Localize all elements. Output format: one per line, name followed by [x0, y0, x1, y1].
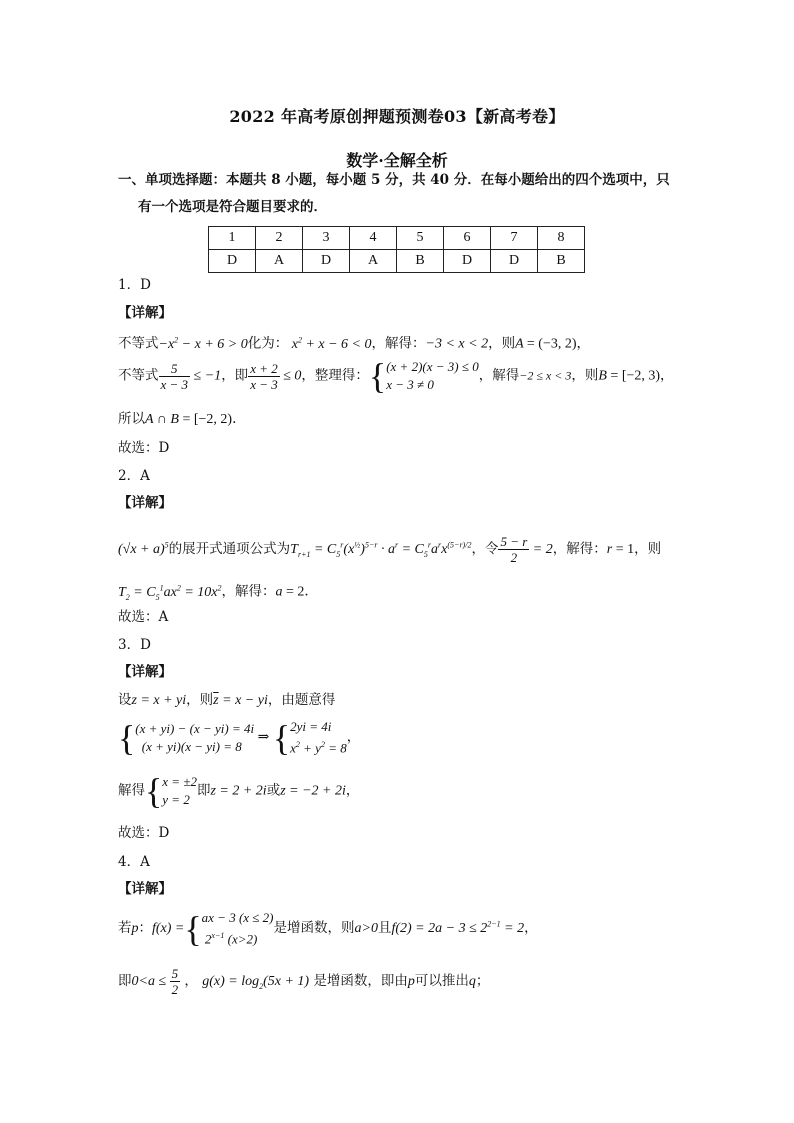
answer-cell: A — [256, 250, 303, 273]
q4-answer: 4．A — [118, 854, 150, 870]
answer-cell: B — [397, 250, 444, 273]
section-heading-cont: 有一个选项是符合题目要求的． — [138, 199, 327, 215]
q1-line3: 所以A ∩ B = [−2, 2). — [118, 411, 237, 427]
q3-system: {(x + yi) − (x − yi) = 4i (x + yi)(x − yi) = 8 ⇒ {2yi = 4i $x^2 + y^2 = 8$， — [118, 717, 361, 758]
answer-number: 8 — [538, 227, 585, 250]
q3-choice: 故选：D — [118, 825, 170, 841]
q3-line3: 解得{x = ±2 y = 2即z = 2 + 2i或z = −2 + 2i， — [118, 771, 360, 811]
answer-cell: A — [350, 250, 397, 273]
answer-table-answer-row — [209, 250, 585, 273]
q4-line2: 即0<a ≤ $\frac{5}{2}$ ， $g(x) = \log_2(5x + 1)$ 是增函数，即由p可以推出q； — [118, 966, 490, 997]
q3-detail-label: 【详解】 — [118, 664, 172, 680]
answer-cell: D — [303, 250, 350, 273]
answer-table — [208, 226, 585, 273]
answer-cell: D — [491, 250, 538, 273]
answer-table-number-row — [209, 227, 585, 250]
q1-answer: 1．D — [118, 277, 151, 293]
answer-cell: D — [444, 250, 491, 273]
answer-number: 7 — [491, 227, 538, 250]
answer-number: 1 — [209, 227, 256, 250]
q2-detail-label: 【详解】 — [118, 495, 172, 511]
answer-cell: B — [538, 250, 585, 273]
answer-number: 6 — [444, 227, 491, 250]
q2-choice: 故选：A — [118, 609, 169, 625]
q3-line1: 设z = x + yi，则$\overline{z} = x$ − yi，由题意得 — [118, 692, 336, 708]
q1-detail-label: 【详解】 — [118, 305, 172, 321]
q1-line2: 不等式 $\frac{5}{x - 3}$ ≤ −1，即 $\frac{x + 2}{x - 3}$ ≤ 0，整理得：{(x + 2)(x − 3) ≤ 0 x − 3 ≠ 0，解得−2 ≤ x < 3，则B = [−2, 3)， — [118, 356, 674, 396]
section-heading: 一、单项选择题：本题共 8 小题，每小题 5 分，共 40 分．在每小题给出的四个选项中，只 — [118, 172, 670, 188]
doc-title: 2022 年高考原创押题预测卷03【新高考卷】 — [229, 107, 565, 126]
q1-choice: 故选：D — [118, 440, 170, 456]
q2-answer: 2．A — [118, 468, 150, 484]
q2-line1: $(√x + a)^5$的展开式通项公式为$T_{r+1} = C_5^r(x^{\frac{1}{2}})^{5-r} \cdot a^r = C_5^ra^rx^{(5-r)/2}$，令 $\frac{5 - r}{2}$ = 2，解得：r = 1，则 — [118, 534, 662, 565]
answer-number: 4 — [350, 227, 397, 250]
answer-number: 3 — [303, 227, 350, 250]
q1-line1: 不等式$-x^2 - x + 6 > 0$化为： $x^2 + x - 6 < 0$，解得：−3 < x < 2，则A = (−3, 2)， — [118, 335, 591, 352]
doc-subtitle: 数学·全解全析 — [346, 151, 448, 170]
answer-number: 2 — [256, 227, 303, 250]
q3-answer: 3．D — [118, 637, 151, 653]
answer-number: 5 — [397, 227, 444, 250]
q4-detail-label: 【详解】 — [118, 881, 172, 897]
answer-cell: D — [209, 250, 256, 273]
q4-line1: 若p：f(x) ={ax − 3 (x ≤ 2) $2^{x-1}$ (x>2)是增函数，则a>0且$f(2) = 2a - 3 \le 2^{2-1} = 2$， — [118, 908, 538, 949]
q2-line2: $T_2 = C_5^1ax^2 = 10x^2$，解得：a = 2. — [118, 583, 309, 602]
